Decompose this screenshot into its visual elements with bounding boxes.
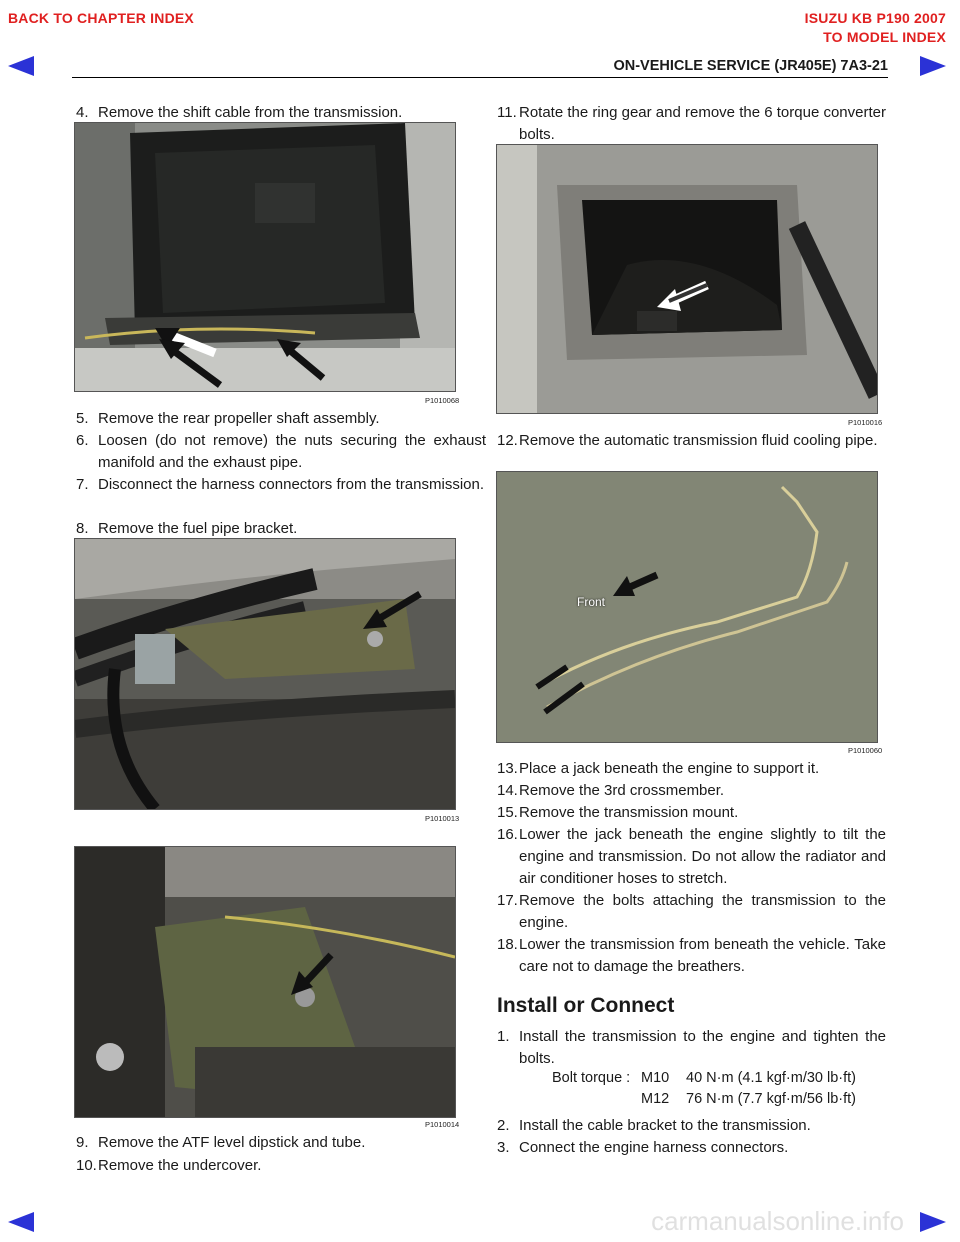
step-18: 18. Lower the transmission from beneath the vehicle. Take care not to damage the breathers. [497, 936, 886, 975]
photo-fuel-pipe-bracket [74, 538, 456, 810]
figure-caption: P1010014 [425, 1120, 460, 1129]
torque-m10-size: M10 [641, 1070, 670, 1086]
step-6: 6. Loosen (do not remove) the nuts securing the exhaust manifold and the exhaust pipe. [76, 432, 486, 471]
torque-label: Bolt torque : [552, 1070, 631, 1086]
arrow-right-icon[interactable] [920, 1212, 946, 1232]
arrow-right-icon[interactable] [920, 56, 946, 76]
step-15: 15. Remove the transmission mount. [497, 804, 739, 821]
torque-m10-value: 40 N·m (4.1 kgf·m/30 lb·ft) [686, 1070, 857, 1086]
install-step-3: 3. Connect the engine harness connectors. [497, 1139, 789, 1156]
step-17: 17. Remove the bolts attaching the transmission to the engine. [497, 892, 886, 931]
to-model-index-link[interactable]: TO MODEL INDEX [823, 29, 946, 45]
section-title-install: Install or Connect [497, 994, 675, 1017]
step-5: 5. Remove the rear propeller shaft assembly. [76, 410, 380, 427]
model-title-link[interactable]: ISUZU KB P190 2007 [804, 10, 946, 26]
torque-m12-value: 76 N·m (7.7 kgf·m/56 lb·ft) [686, 1091, 857, 1107]
watermark: carmanualsonline.info [651, 1206, 904, 1236]
arrow-left-icon[interactable] [8, 56, 34, 76]
figure-caption: P1010016 [848, 418, 883, 427]
back-to-chapter-index-link[interactable]: BACK TO CHAPTER INDEX [8, 10, 194, 26]
step-13: 13. Place a jack beneath the engine to support it. [497, 760, 820, 777]
step-16: 16. Lower the jack beneath the engine slightly to tilt the engine and transmission. Do not allow the radiator and air conditioner hoses to stretch. [497, 826, 886, 887]
photo-shift-cable [74, 122, 456, 392]
torque-m12-size: M12 [641, 1091, 670, 1107]
step-11: 11. Rotate the ring gear and remove the 6 torque converter bolts. [497, 104, 886, 143]
step-14: 14. Remove the 3rd crossmember. [497, 782, 725, 799]
step-12: 12. Remove the automatic transmission fluid cooling pipe. [497, 432, 878, 449]
figure-caption: P1010068 [425, 396, 460, 405]
front-label: Front [577, 595, 606, 609]
figure-caption: P1010013 [425, 814, 460, 823]
step-10: 10. Remove the undercover. [76, 1157, 262, 1174]
step-9: 9. Remove the ATF level dipstick and tube. [76, 1134, 366, 1151]
photo-torque-converter-bolts [496, 144, 878, 414]
photo-cooling-pipe [496, 471, 878, 743]
arrow-left-icon[interactable] [8, 1212, 34, 1232]
step-8: 8. Remove the fuel pipe bracket. [76, 520, 298, 537]
step-4: 4. Remove the shift cable from the transmission. [76, 104, 403, 121]
header-rule [72, 77, 888, 78]
install-step-2: 2. Install the cable bracket to the transmission. [497, 1117, 811, 1134]
install-step-1: 1. Install the transmission to the engine and tighten the bolts. [497, 1028, 886, 1067]
figure-caption: P1010060 [848, 746, 883, 755]
step-7: 7. Disconnect the harness connectors from the transmission. [76, 476, 485, 493]
page-header-title: ON-VEHICLE SERVICE (JR405E) 7A3-21 [613, 58, 888, 74]
photo-atf-dipstick [74, 846, 456, 1118]
